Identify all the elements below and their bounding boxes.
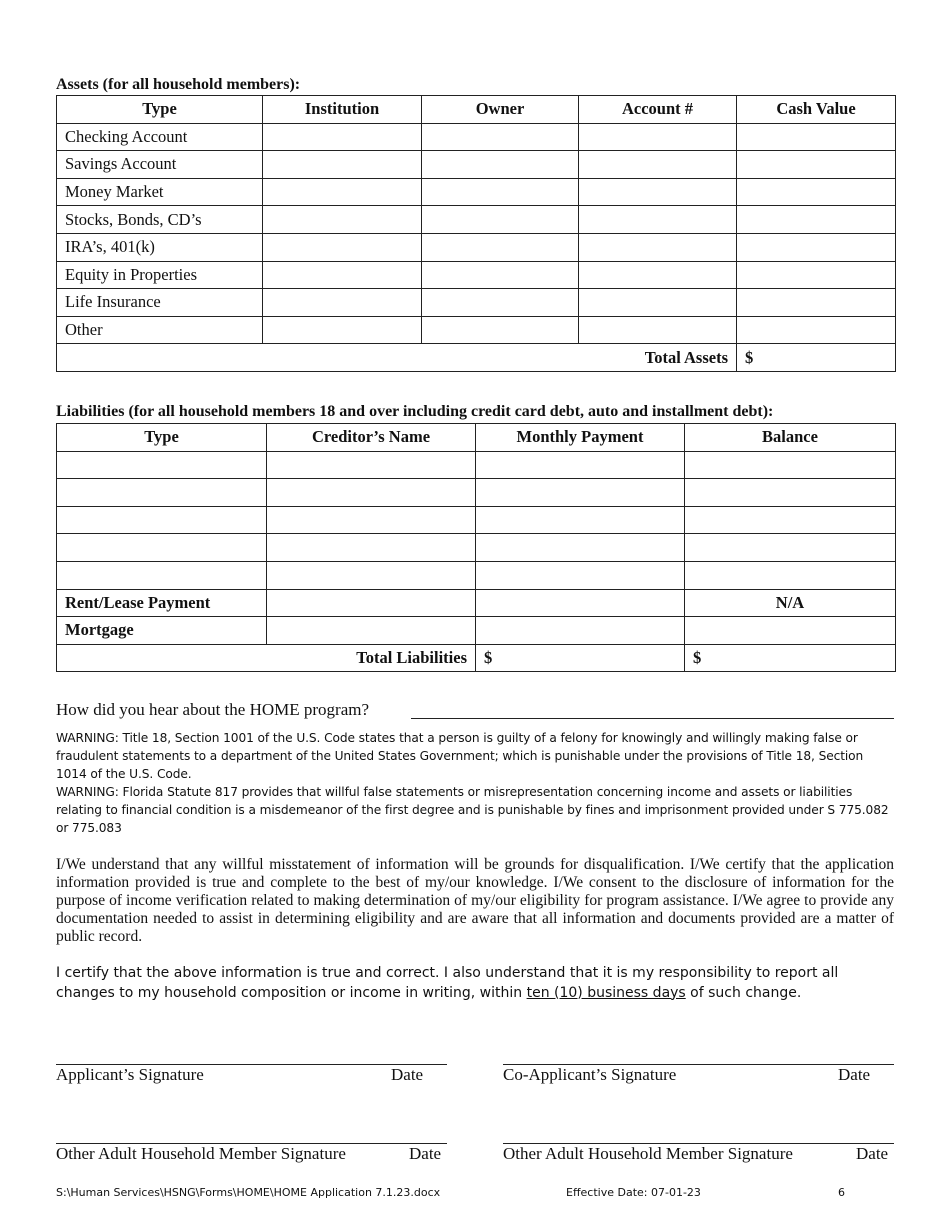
co-applicant-signature-label: Co-Applicant’s Signature <box>503 1065 677 1084</box>
asset-type-cell: Stocks, Bonds, CD’s <box>57 206 263 234</box>
understand-paragraph: I/We understand that any willful misstatement of information will be grounds for disqualification. I/We certify that the application information provided is true and complete to the best of my/our knowledge. I/We consent to the disclosure of information for the purpose of income verification related to making determination of my/our eligibility for program assistance. I/We agree to provide any documentation needed to assist in determining eligibility and are aware that all information and documents provided are a matter of public record. <box>56 856 894 945</box>
other-adult-date-label-right: Date <box>856 1144 889 1163</box>
assets-header-type: Type <box>57 96 263 124</box>
asset-account-cell[interactable] <box>579 178 737 206</box>
liability-creditor-cell[interactable] <box>267 479 476 507</box>
liabilities-table <box>56 423 896 672</box>
asset-owner-cell[interactable] <box>422 316 579 344</box>
asset-account-cell[interactable] <box>579 316 737 344</box>
asset-account-cell[interactable] <box>579 123 737 151</box>
table-row <box>57 151 896 179</box>
liabilities-header-balance: Balance <box>685 424 896 452</box>
liability-balance-cell[interactable] <box>685 479 896 507</box>
asset-type-cell: IRA’s, 401(k) <box>57 233 263 261</box>
asset-owner-cell[interactable] <box>422 123 579 151</box>
total-balance-value[interactable]: $ <box>685 644 896 672</box>
liabilities-total-row <box>57 644 896 672</box>
assets-title: Assets (for all household members): <box>56 76 301 93</box>
asset-cash-value-cell[interactable] <box>737 261 896 289</box>
liability-payment-cell[interactable] <box>476 479 685 507</box>
other-adult-date-label-left: Date <box>409 1144 442 1163</box>
asset-account-cell[interactable] <box>579 151 737 179</box>
asset-cash-value-cell[interactable] <box>737 206 896 234</box>
asset-type-cell: Money Market <box>57 178 263 206</box>
asset-owner-cell[interactable] <box>422 233 579 261</box>
table-row <box>57 123 896 151</box>
asset-owner-cell[interactable] <box>422 151 579 179</box>
applicant-date-label: Date <box>391 1065 424 1084</box>
asset-cash-value-cell[interactable] <box>737 316 896 344</box>
hear-answer-field[interactable] <box>411 718 894 719</box>
certify-statement <box>56 964 896 1003</box>
liability-payment-cell[interactable] <box>476 561 685 589</box>
table-row <box>57 233 896 261</box>
liability-type-cell[interactable] <box>57 479 267 507</box>
liability-balance-cell[interactable] <box>685 506 896 534</box>
asset-type-cell: Other <box>57 316 263 344</box>
asset-owner-cell[interactable] <box>422 261 579 289</box>
rent-lease-row <box>57 589 896 617</box>
asset-owner-cell[interactable] <box>422 178 579 206</box>
asset-institution-cell[interactable] <box>263 316 422 344</box>
asset-account-cell[interactable] <box>579 289 737 317</box>
asset-institution-cell[interactable] <box>263 233 422 261</box>
co-applicant-date-label: Date <box>838 1065 871 1084</box>
total-assets-label: Total Assets <box>57 344 737 372</box>
mortgage-label: Mortgage <box>57 617 267 645</box>
asset-type-cell: Equity in Properties <box>57 261 263 289</box>
liability-creditor-cell[interactable] <box>267 561 476 589</box>
liabilities-header-row <box>57 424 896 452</box>
table-row <box>57 316 896 344</box>
asset-owner-cell[interactable] <box>422 206 579 234</box>
liability-creditor-cell[interactable] <box>267 506 476 534</box>
total-assets-value[interactable]: $ <box>737 344 896 372</box>
table-row <box>57 479 896 507</box>
table-row <box>57 506 896 534</box>
assets-table <box>56 95 896 372</box>
liability-payment-cell[interactable] <box>476 451 685 479</box>
liability-creditor-cell[interactable] <box>267 534 476 562</box>
footer-file-path: S:\Human Services\HSNG\Forms\HOME\HOME Application 7.1.23.docx <box>56 1186 441 1199</box>
table-row <box>57 451 896 479</box>
assets-header-account: Account # <box>579 96 737 124</box>
liability-balance-cell[interactable] <box>685 451 896 479</box>
liability-type-cell[interactable] <box>57 506 267 534</box>
footer-page-number: 6 <box>838 1186 845 1199</box>
asset-institution-cell[interactable] <box>263 178 422 206</box>
asset-cash-value-cell[interactable] <box>737 151 896 179</box>
table-row <box>57 534 896 562</box>
mortgage-row <box>57 617 896 645</box>
table-row <box>57 561 896 589</box>
asset-type-cell: Savings Account <box>57 151 263 179</box>
liability-balance-cell[interactable] <box>685 617 896 645</box>
liability-balance-cell[interactable] <box>685 561 896 589</box>
asset-institution-cell[interactable] <box>263 206 422 234</box>
liability-payment-cell[interactable] <box>476 506 685 534</box>
assets-header-institution: Institution <box>263 96 422 124</box>
assets-header-cash-value: Cash Value <box>737 96 896 124</box>
asset-type-cell: Life Insurance <box>57 289 263 317</box>
warning-florida-statute: WARNING: Florida Statute 817 provides that willful false statements or misrepresentation concerning income and assets or liabilities relating to financial condition is a misdemeanor of the first degree and is punishable by fines and imprisonment provided under S 775.082 or 775.083 <box>56 785 889 835</box>
liability-type-cell[interactable] <box>57 534 267 562</box>
asset-type-cell: Checking Account <box>57 123 263 151</box>
rent-balance-na: N/A <box>685 589 896 617</box>
asset-institution-cell[interactable] <box>263 289 422 317</box>
total-liabilities-label: Total Liabilities <box>57 644 476 672</box>
liabilities-header-type: Type <box>57 424 267 452</box>
asset-cash-value-cell[interactable] <box>737 123 896 151</box>
certify-deadline: ten (10) business days <box>526 984 686 1001</box>
liability-balance-cell[interactable] <box>685 534 896 562</box>
table-row <box>57 178 896 206</box>
other-adult-signature-label-left: Other Adult Household Member Signature <box>56 1144 346 1163</box>
table-row <box>57 261 896 289</box>
footer-effective-date: Effective Date: 07-01-23 <box>566 1186 701 1199</box>
rent-lease-label: Rent/Lease Payment <box>57 589 267 617</box>
table-row <box>57 289 896 317</box>
asset-cash-value-cell[interactable] <box>737 233 896 261</box>
asset-cash-value-cell[interactable] <box>737 289 896 317</box>
warning-title-18: WARNING: Title 18, Section 1001 of the U.S. Code states that a person is guilty of a felony for knowingly and willingly making false or fraudulent statements to a department of the United States Government; which is punishable under the provisions of Title 18, Section 1014 of the U.S. Code. <box>56 731 864 781</box>
hear-question: How did you hear about the HOME program? <box>56 700 370 719</box>
assets-total-row <box>57 344 896 372</box>
liabilities-title: Liabilities (for all household members 18 and over including credit card debt, auto and installment debt): <box>56 403 774 420</box>
assets-header-owner: Owner <box>422 96 579 124</box>
asset-institution-cell[interactable] <box>263 123 422 151</box>
other-adult-signature-label-right: Other Adult Household Member Signature <box>503 1144 793 1163</box>
liability-creditor-cell[interactable] <box>267 589 476 617</box>
liability-type-cell[interactable] <box>57 451 267 479</box>
assets-header-row <box>57 96 896 124</box>
asset-cash-value-cell[interactable] <box>737 178 896 206</box>
certify-text-before: I certify that the above information is true and correct. I also understand that it is my responsibility to report all changes to my household composition or income in writing, within <box>56 965 839 1001</box>
asset-account-cell[interactable] <box>579 261 737 289</box>
liability-payment-cell[interactable] <box>476 534 685 562</box>
certify-text-after: of such change. <box>685 984 802 1001</box>
asset-institution-cell[interactable] <box>263 261 422 289</box>
liabilities-header-creditor: Creditor’s Name <box>267 424 476 452</box>
asset-account-cell[interactable] <box>579 206 737 234</box>
liability-payment-cell[interactable] <box>476 617 685 645</box>
applicant-signature-label: Applicant’s Signature <box>56 1065 204 1084</box>
liability-creditor-cell[interactable] <box>267 451 476 479</box>
asset-owner-cell[interactable] <box>422 289 579 317</box>
liability-payment-cell[interactable] <box>476 589 685 617</box>
liability-creditor-cell[interactable] <box>267 617 476 645</box>
asset-institution-cell[interactable] <box>263 151 422 179</box>
liability-type-cell[interactable] <box>57 561 267 589</box>
liabilities-header-monthly-payment: Monthly Payment <box>476 424 685 452</box>
total-monthly-payment-value[interactable]: $ <box>476 644 685 672</box>
asset-account-cell[interactable] <box>579 233 737 261</box>
table-row <box>57 206 896 234</box>
